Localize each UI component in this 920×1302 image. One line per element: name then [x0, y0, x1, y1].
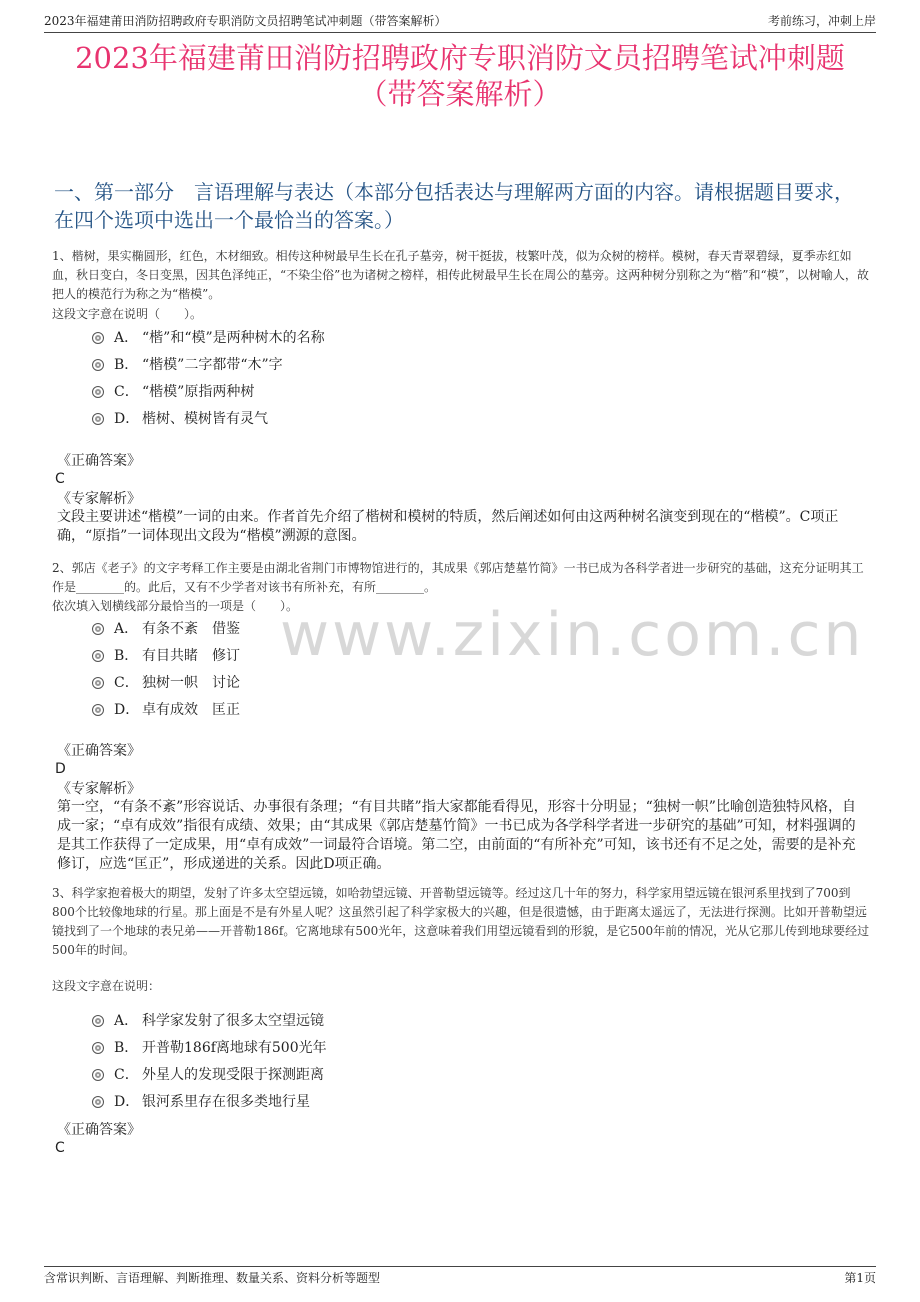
question-3-stem: 3、科学家抱着极大的期望，发射了许多太空望远镜，如哈勃望远镜、开普勒望远镜等。经过这几十年的努力，科学家用望远镜在银河系里找到了700到800个比较像地球的行星。那上面是不是有外星人呢？这虽然引起了科学家极大的兴趣，但是很遗憾，由于距离太遥远了，无法进行探测。比如开普勒望远镜找到了一个地球的表兄弟——开普勒186f。它离地球有500光年，这意味着我们用望远镜看到的形貌，是它500年前的情况，光从它那儿传到地球要经过500年的时间。: [52, 886, 870, 957]
question-1-prompt: 这段文字意在说明（ ）。: [52, 307, 203, 321]
question-2-option-d[interactable]: D． 卓有成效 匡正: [92, 700, 240, 720]
radio-icon[interactable]: [92, 359, 104, 371]
question-3-option-b[interactable]: B． 开普勒186f离地球有500光年: [92, 1038, 327, 1058]
question-1-option-a[interactable]: A． “楷”和“模”是两种树木的名称: [92, 328, 325, 348]
question-1-option-c[interactable]: C． “楷模”原指两种树: [92, 382, 254, 402]
section-heading: 一、第一部分 言语理解与表达（本部分包括表达与理解两方面的内容。请根据题目要求，在四个选项中选出一个最恰当的答案。）: [54, 180, 854, 232]
radio-icon[interactable]: [92, 677, 104, 689]
question-1-analysis-label: 《专家解析》: [57, 491, 141, 507]
question-2-analysis: 第一空，“有条不紊”形容说话、办事很有条理；“有目共睹”指大家都能看得见，形容十分明显；“独树一帜”比喻创造独特风格，自成一家；“卓有成效”指很有成绩、效果；由“其成果《郭店楚墓竹简》一书已成为各学科学者进一步研究的基础”可知，材料强调的是其工作获得了一定成果，用“卓有成效”一词最符合语境。第二空，由前面的“有所补充”可知，该书还有不足之处，需要的是补充修订，应选“匡正”，形成递进的关系。因此D项正确。: [57, 799, 856, 872]
question-1-option-d[interactable]: D． 楷树、模树皆有灵气: [92, 409, 268, 429]
radio-icon[interactable]: [92, 386, 104, 398]
footer-note: 含常识判断、言语理解、判断推理、数量关系、资料分析等题型: [44, 1271, 381, 1285]
question-2-prompt: 依次填入划横线部分最恰当的一项是（ ）。: [52, 599, 299, 613]
question-2-analysis-label: 《专家解析》: [57, 781, 141, 797]
radio-icon[interactable]: [92, 650, 104, 662]
question-3-option-a[interactable]: A． 科学家发射了很多太空望远镜: [92, 1011, 324, 1031]
page-header: [44, 12, 876, 33]
header-slogan: 考前练习，冲刺上岸: [767, 14, 876, 28]
question-3-prompt: 这段文字意在说明：: [52, 979, 161, 993]
question-1-answer-label: 《正确答案》: [57, 453, 141, 469]
question-2-stem: 2、郭店《老子》的文字考释工作主要是由湖北省荆门市博物馆进行的，其成果《郭店楚墓竹简》一书已成为各科学者进一步研究的基础，这充分证明其工作是________的。此后，又有不少学者对该书有所补充，有所________。: [52, 561, 864, 594]
page-title: [40, 40, 880, 112]
question-3-option-c[interactable]: C． 外星人的发现受限于探测距离: [92, 1065, 324, 1085]
question-2-answer-label: 《正确答案》: [57, 743, 141, 759]
page-number: 第1页: [844, 1271, 876, 1285]
question-1-answer: C: [55, 471, 65, 487]
question-3-answer: C: [55, 1140, 65, 1156]
radio-icon[interactable]: [92, 413, 104, 425]
question-3-answer-label: 《正确答案》: [57, 1122, 141, 1138]
radio-icon[interactable]: [92, 704, 104, 716]
radio-icon[interactable]: [92, 623, 104, 635]
watermark: www.zixin.com.cn: [280, 600, 865, 670]
radio-icon[interactable]: [92, 332, 104, 344]
question-1-option-b[interactable]: B． “楷模”二字都带“木”字: [92, 355, 283, 375]
question-2-answer: D: [55, 761, 66, 777]
radio-icon[interactable]: [92, 1015, 104, 1027]
radio-icon[interactable]: [92, 1042, 104, 1054]
header-title: 2023年福建莆田消防招聘政府专职消防文员招聘笔试冲刺题（带答案解析）: [44, 14, 447, 28]
title-line-1: 2023年福建莆田消防招聘政府专职消防文员招聘笔试冲刺题: [75, 41, 845, 75]
page-footer: [44, 1266, 876, 1287]
question-1-analysis: 文段主要讲述“楷模”一词的由来。作者首先介绍了楷树和模树的特质，然后阐述如何由这两种树名演变到现在的“楷模”。C项正确，“原指”一词体现出文段为“楷模”溯源的意图。: [57, 509, 839, 544]
title-line-2: （带答案解析）: [358, 77, 562, 111]
radio-icon[interactable]: [92, 1096, 104, 1108]
question-2-option-c[interactable]: C． 独树一帜 讨论: [92, 673, 240, 693]
question-1-stem: 1、楷树，果实椭圆形，红色，木材细致。相传这种树最早生长在孔子墓旁，树干挺拔，枝繁叶茂，似为众树的榜样。模树，春天青翠碧绿，夏季赤红如血，秋日变白，冬日变黑，因其色泽纯正，“不染尘俗”也为诸树之榜样，相传此树最早生长在周公的墓旁。这两种树分别称之为“楷”和“模”，以树喻人，故把人的模范行为称之为“楷模”。: [52, 249, 869, 301]
radio-icon[interactable]: [92, 1069, 104, 1081]
question-3-option-d[interactable]: D． 银河系里存在很多类地行星: [92, 1092, 310, 1112]
question-2-option-b[interactable]: B． 有目共睹 修订: [92, 646, 240, 666]
question-2-option-a[interactable]: A． 有条不紊 借鉴: [92, 619, 240, 639]
